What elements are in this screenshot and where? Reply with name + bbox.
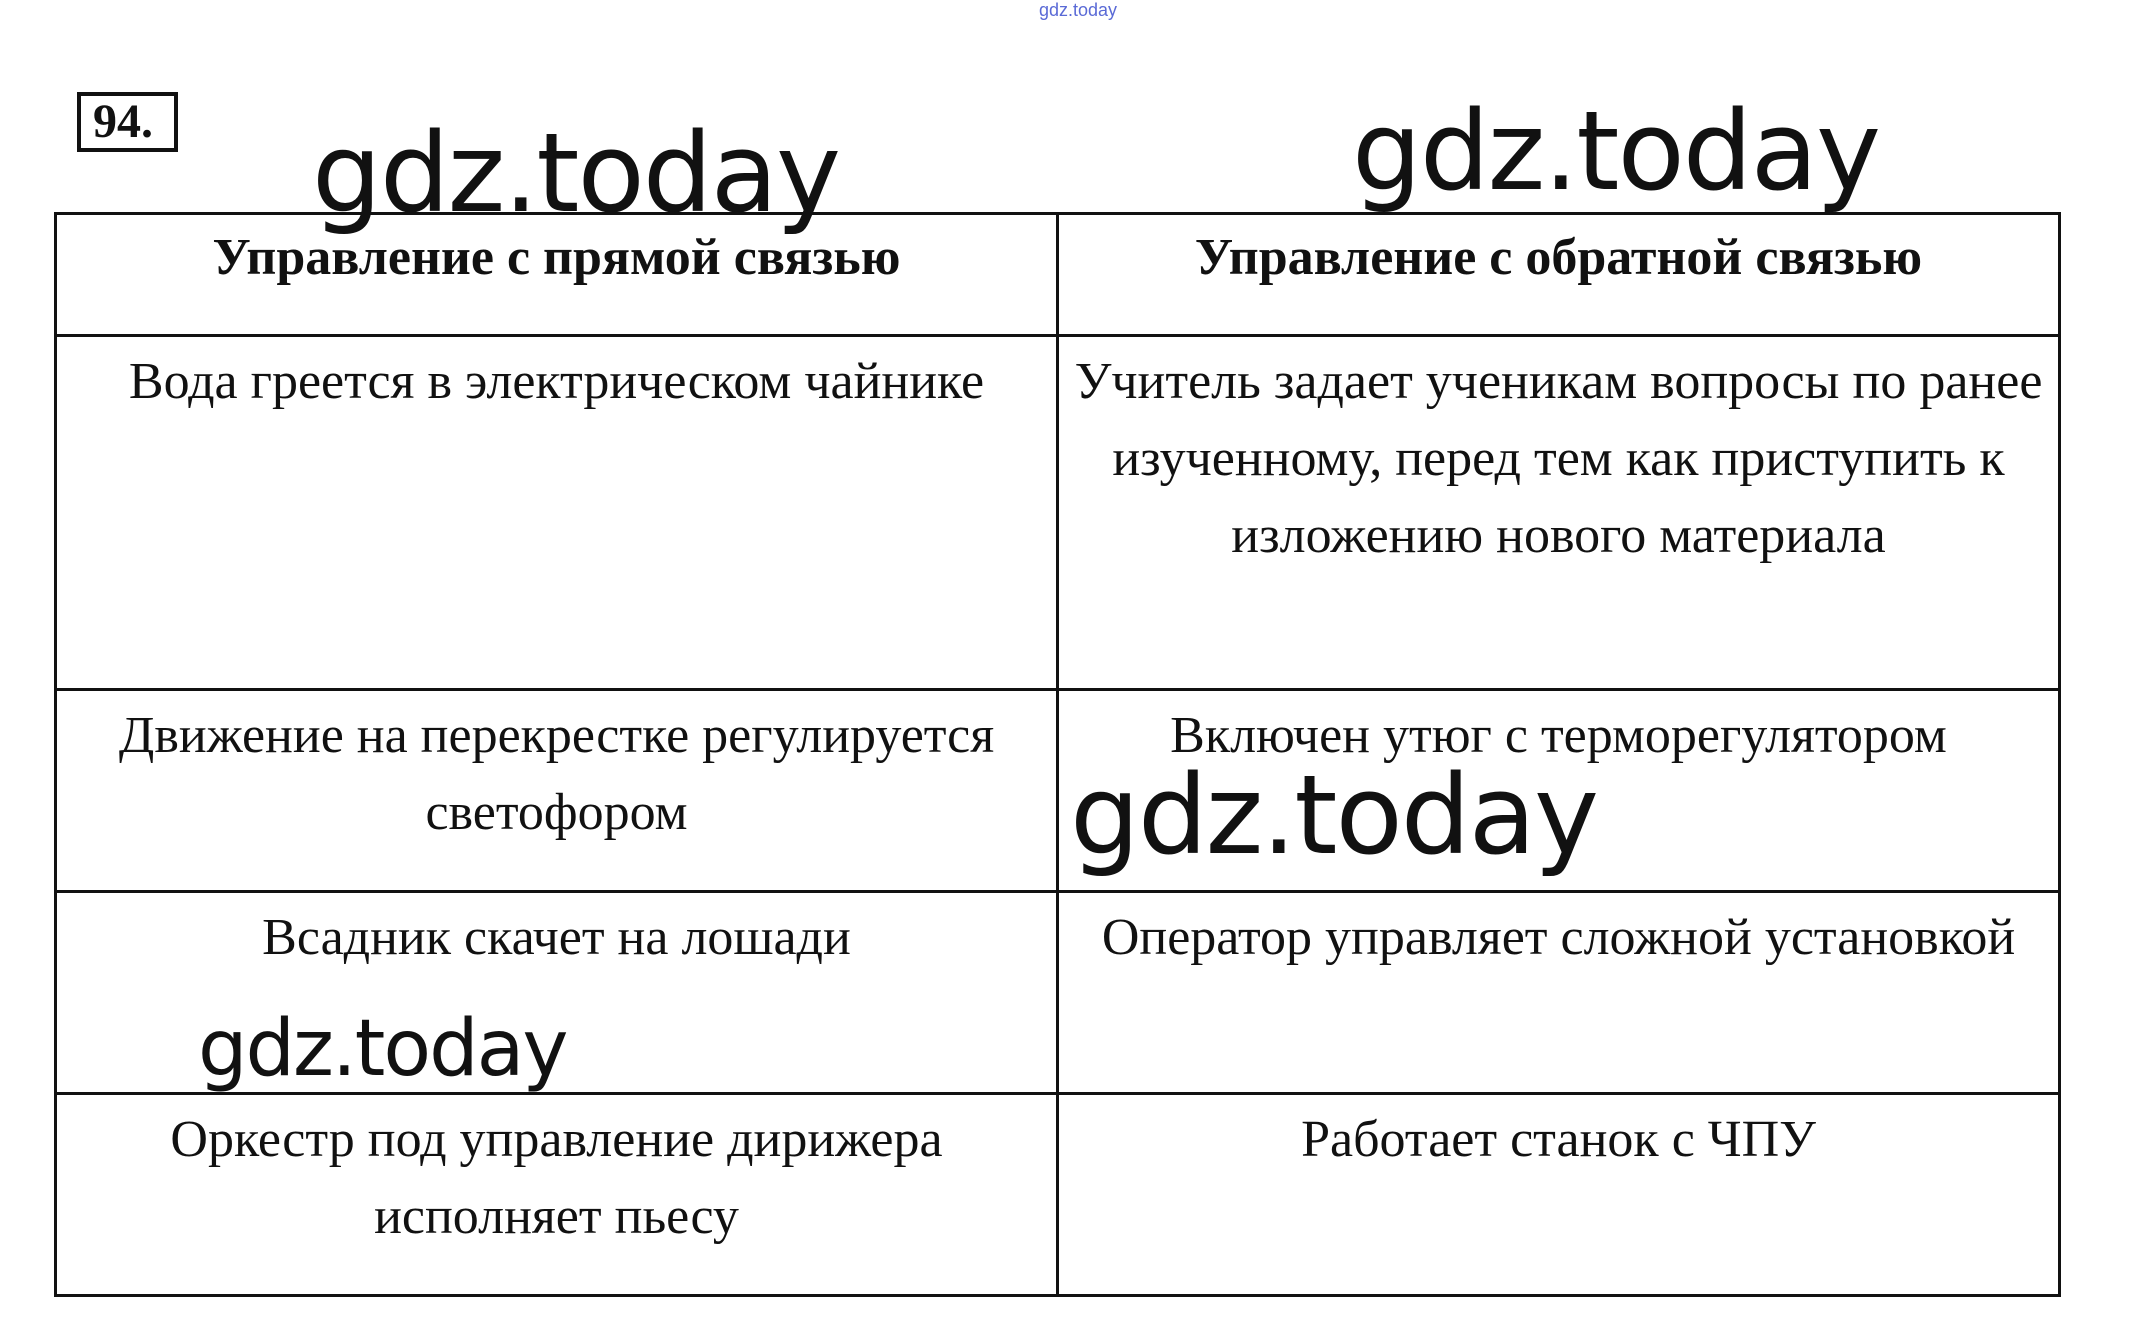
table-row — [56, 1094, 2060, 1296]
table-cell-direct: Вода греется в электрическом чайнике — [56, 336, 1058, 690]
table-cell-feedback: Включен утюг с терморегулятором — [1058, 690, 2060, 892]
watermark-large-3: gdz.today — [1070, 751, 1598, 879]
table-cell-direct: Движение на перекрестке регулируется светофором — [56, 690, 1058, 892]
table-cell-feedback: Учитель задает ученикам вопросы по ранее изученному, перед тем как приступить к изложению нового материала — [1058, 336, 2060, 690]
watermark-large-4: gdz.today — [198, 1004, 567, 1094]
watermark-large-1: gdz.today — [312, 109, 840, 237]
task-number: 94. — [77, 92, 178, 152]
table-row — [56, 690, 2060, 892]
answer-table — [54, 212, 2061, 1297]
table-cell-direct: Оркестр под управление дирижера исполняет пьесу — [56, 1094, 1058, 1296]
table-cell-direct: Всадник скачет на лошади — [56, 892, 1058, 1094]
header-feedback-control: Управление с обратной связью — [1058, 214, 2060, 336]
table-cell-feedback: Оператор управляет сложной установкой — [1058, 892, 2060, 1094]
header-direct-control: Управление с прямой связью — [56, 214, 1058, 336]
top-watermark: gdz.today — [1039, 0, 1118, 20]
table-cell-feedback: Работает станок с ЧПУ — [1058, 1094, 2060, 1296]
table-row — [56, 336, 2060, 690]
watermark-large-2: gdz.today — [1352, 87, 1880, 215]
